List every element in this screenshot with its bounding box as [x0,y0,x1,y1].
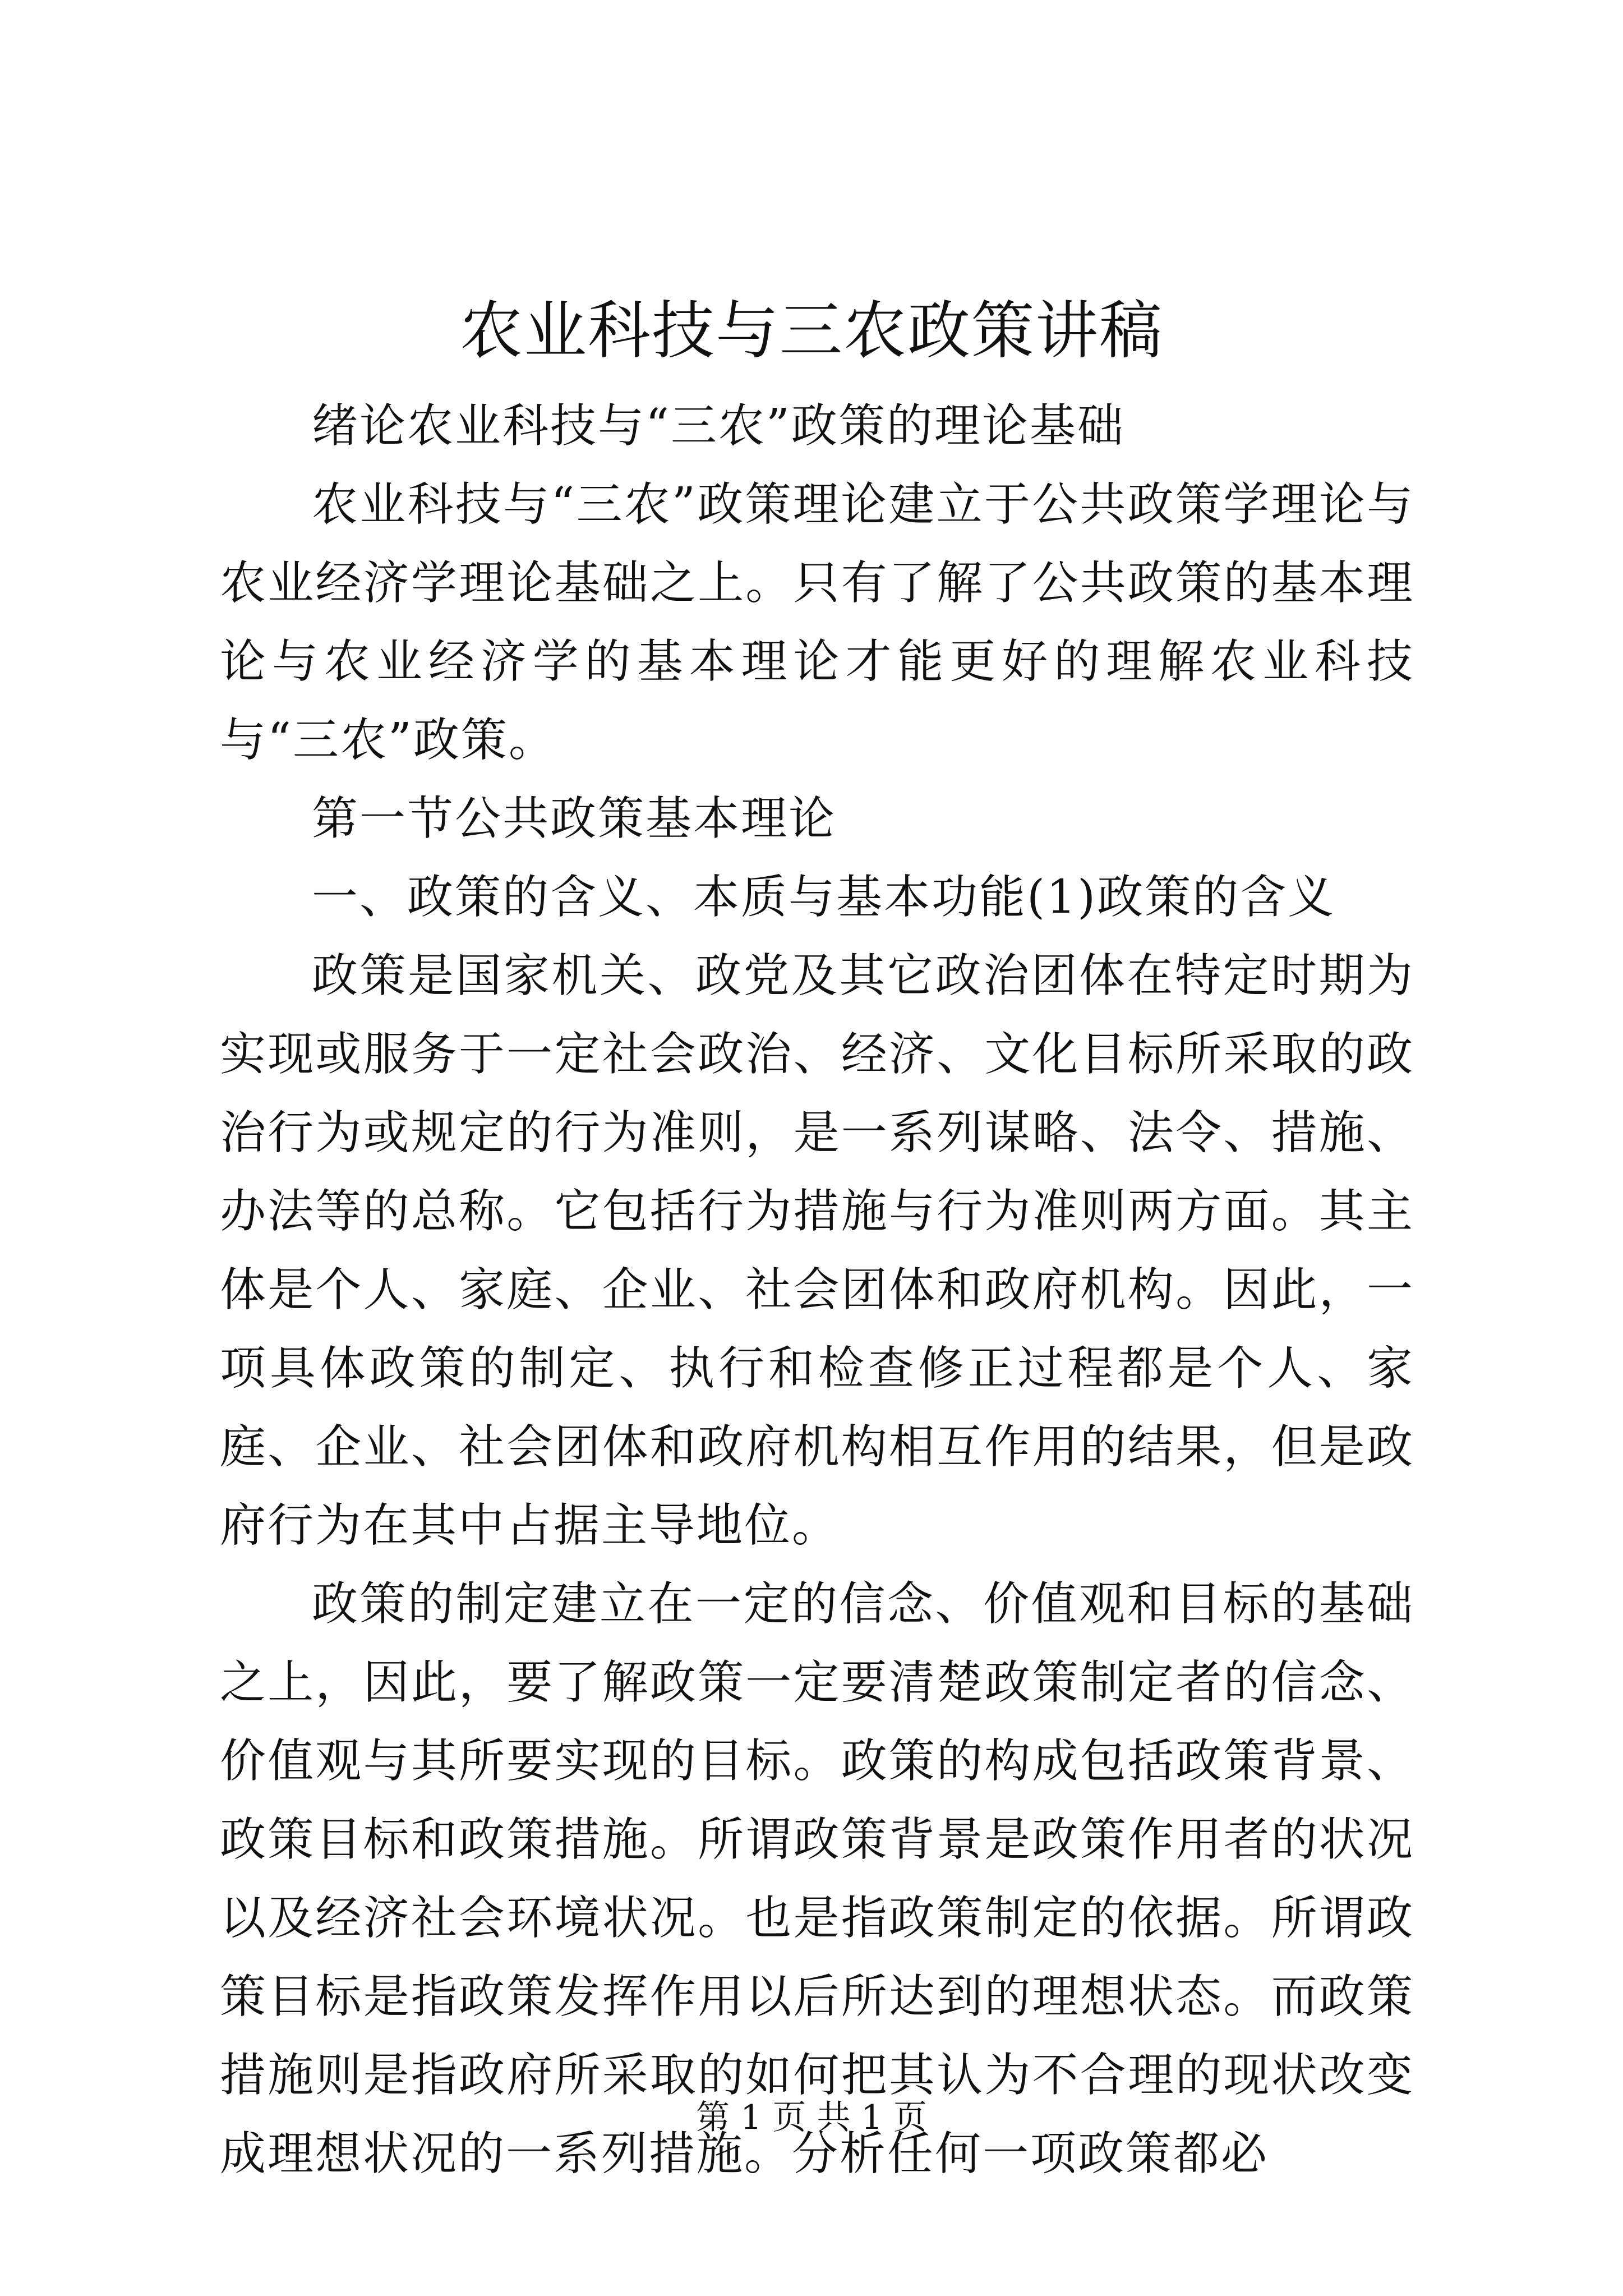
document-title: 农业科技与三农政策讲稿 [460,295,1163,367]
paragraph-policy-formulation: 政策的制定建立在一定的信念、价值观和目标的基础之上，因此，要了解政策一定要清楚政策制定者的信念、价值观与其所要实现的目标。政策的构成包括政策背景、政策目标和政策措施。所谓政策背景是政策作用者的状况以及经济社会环境状况。也是指政策制定的依据。所谓政策目标是指政策发挥作用以后所达到的理想状态。而政策措施则是指政府所采取的如何把其认为不合理的现状改变成理想状况的一系列措施。分析任何一项政策都必 [220,1577,1414,2180]
page-footer: 第 1 页 共 1 页 [696,2098,927,2137]
paragraph-policy-definition: 政策是国家机关、政党及其它政治团体在特定时期为实现或服务于一定社会政治、经济、文化目标所采取的政治行为或规定的行为准则，是一系列谋略、法令、措施、办法等的总称。它包括行为措施与行为准则两方面。其主体是个人、家庭、企业、社会团体和政府机构。因此，一项具体政策的制定、执行和检查修正过程都是个人、家庭、企业、社会团体和政府机构相互作用的结果，但是政府行为在其中占据主导地位。 [220,949,1414,1552]
subsection-heading: 一、政策的含义、本质与基本功能(1)政策的含义 [312,871,1336,924]
section-heading: 第一节公共政策基本理论 [312,792,837,845]
paragraph-intro: 农业科技与“三农”政策理论建立于公共政策学理论与农业经济学理论基础之上。只有了解了公共政策的基本理论与农业经济学的基本理论才能更好的理解农业科技与“三农”政策。 [220,478,1414,767]
paragraph-intro-heading: 绪论农业科技与“三农”政策的理论基础 [312,399,1125,453]
document-body [220,387,1414,2193]
